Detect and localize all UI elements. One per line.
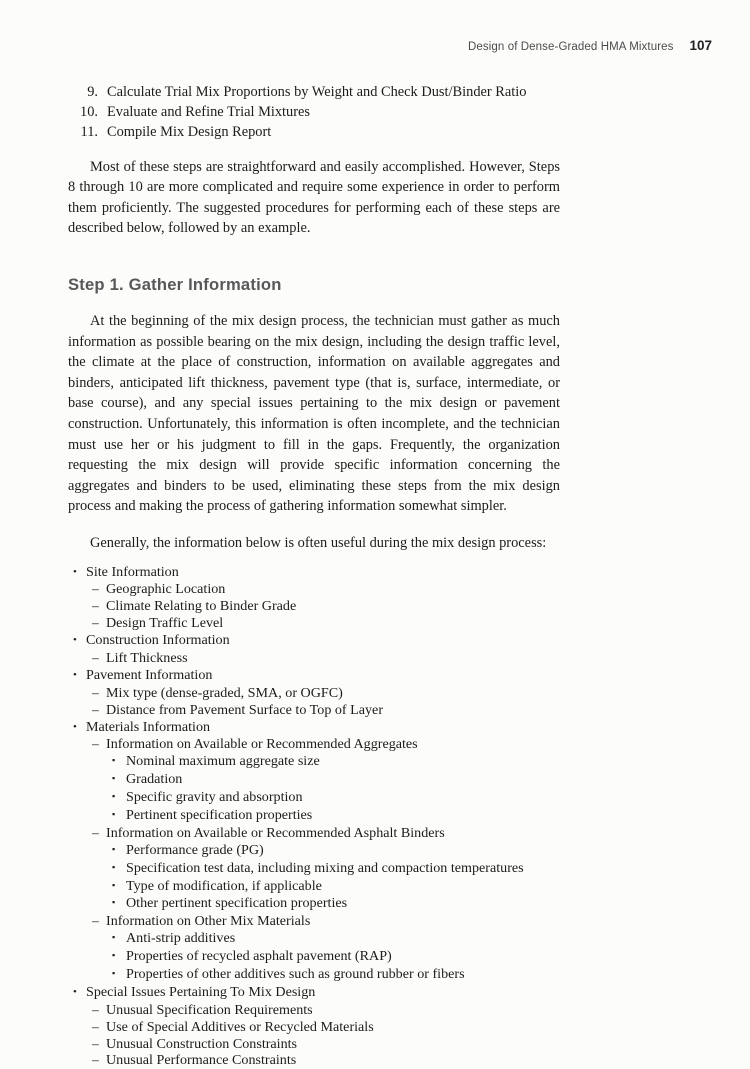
square-bullet-icon: ▪ [112, 808, 116, 819]
bullet-icon: • [73, 668, 77, 681]
square-bullet-icon: ▪ [112, 897, 116, 908]
outline-item-label: Performance grade (PG) [126, 841, 264, 858]
intro-paragraph: Most of these steps are straightforward and easily accomplished. However, Steps 8 through 10 are more complicated and require some experience in order to perform them proficiently. The suggested procedures for performing each of these steps are described below, followed by an example. [68, 158, 560, 237]
outline-item-level-3 [68, 807, 560, 824]
bullet-icon: • [73, 985, 77, 998]
dash-icon: – [92, 1052, 99, 1068]
outline-item-level-2 [68, 736, 560, 752]
square-bullet-icon: ▪ [112, 861, 116, 872]
outline-item-label: Anti-strip additives [126, 930, 236, 947]
outline-item-label: Unusual Construction Constraints [106, 1035, 298, 1052]
outline-item-label: Distance from Pavement Surface to Top of Layer [106, 701, 384, 718]
outline-item-level-2 [68, 1052, 560, 1068]
bullet-icon: • [73, 720, 77, 733]
bullet-icon: • [73, 565, 77, 578]
outline-item-level-2 [68, 825, 560, 841]
outline-item-level-1 [68, 564, 560, 581]
outline-item-label: Special Issues Pertaining To Mix Design [86, 983, 316, 1000]
outline-item-label: Properties of other additives such as ground rubber or fibers [126, 966, 465, 982]
numbered-list-marker: 9. [87, 84, 98, 100]
square-bullet-icon: ▪ [112, 950, 116, 961]
outline-item-level-3 [68, 895, 560, 912]
outline-item-level-3 [68, 878, 560, 895]
outline-item-level-3 [68, 789, 560, 806]
dash-icon: – [92, 684, 99, 700]
numbered-list-marker: 11. [80, 124, 98, 141]
outline-item-level-1 [68, 667, 560, 684]
dash-icon: – [92, 736, 99, 752]
outline-item-label: Information on Available or Recommended Aggregates [106, 736, 418, 753]
list-lead-in-paragraph: Generally, the information below is often useful during the mix design process: [90, 534, 547, 551]
dash-icon: – [92, 1001, 99, 1017]
numbered-list-item [68, 102, 560, 122]
square-bullet-icon: ▪ [112, 755, 116, 766]
outline-item-label: Nominal maximum aggregate size [126, 753, 320, 770]
outline-item-label: Type of modification, if applicable [126, 877, 322, 894]
bullet-icon: • [73, 634, 77, 647]
outline-item-level-2 [68, 650, 560, 666]
outline-item-level-3 [68, 860, 560, 877]
square-bullet-icon: ▪ [112, 879, 116, 890]
running-header [468, 38, 712, 53]
outline-item-level-2 [68, 1002, 560, 1018]
numbered-list-label: Evaluate and Refine Trial Mixtures [107, 104, 311, 121]
outline-item-label: Materials Information [86, 718, 211, 735]
square-bullet-icon: ▪ [112, 773, 116, 784]
outline-item-level-3 [68, 948, 560, 965]
numbered-list-item [68, 122, 560, 142]
dash-icon: – [92, 598, 99, 614]
page-number: 107 [689, 38, 712, 53]
outline-item-level-2 [68, 598, 560, 614]
outline-item-label: Unusual Performance Constraints [106, 1052, 297, 1069]
dash-icon: – [92, 824, 99, 840]
step-1-body-paragraph: At the beginning of the mix design process, the technician must gather as much information as possible bearing on the mix design, including the design traffic level, the climate at the place of construction, information on available aggregates and binders, anticipated lift thickness, pavement type (that is, surface, intermediate, or base course), and any special issues pertaining to the mix design or pavement construction. Unfortunately, this information is often incomplete, and the technician must use her or his judgment to fill in the gaps. Frequently, the organization requesting the mix design will provide specific information concerning the aggregates and binders to be used, eliminating these steps from the mix design process and making the process of gathering information somewhat simpler. [68, 312, 560, 515]
dash-icon: – [92, 581, 99, 597]
outline-item-label: Geographic Location [106, 581, 226, 598]
outline-item-level-3 [68, 842, 560, 859]
numbered-list-label: Calculate Trial Mix Proportions by Weight and Check Dust/Binder Ratio [107, 84, 527, 100]
outline-item-level-2 [68, 615, 560, 631]
outline-item-label: Specification test data, including mixing and compaction temperatures [126, 859, 524, 876]
outline-item-label: Other pertinent specification properties [126, 895, 348, 912]
outline-item-level-1 [68, 984, 560, 1001]
numbered-list-marker: 10. [80, 104, 98, 121]
outline-item-label: Use of Special Additives or Recycled Materials [106, 1018, 374, 1035]
section-heading-step-1: Step 1. Gather Information [68, 274, 282, 294]
outline-item-level-2 [68, 1019, 560, 1035]
outline-item-label: Pavement Information [86, 666, 213, 683]
information-outline-list [68, 564, 560, 1069]
square-bullet-icon: ▪ [112, 843, 116, 854]
outline-item-level-2 [68, 913, 560, 929]
outline-item-level-1 [68, 719, 560, 736]
text-column [68, 82, 560, 1069]
outline-item-label: Site Information [86, 563, 179, 580]
square-bullet-icon: ▪ [112, 932, 116, 943]
outline-item-level-2 [68, 685, 560, 701]
outline-item-label: Specific gravity and absorption [126, 789, 303, 806]
outline-item-label: Mix type (dense-graded, SMA, or OGFC) [106, 684, 343, 701]
outline-item-level-3 [68, 930, 560, 947]
square-bullet-icon: ▪ [112, 791, 116, 802]
outline-item-level-1 [68, 632, 560, 649]
numbered-list-item [68, 82, 560, 102]
running-header-title: Design of Dense-Graded HMA Mixtures [468, 41, 674, 53]
outline-item-label: Properties of recycled asphalt pavement (RAP) [126, 948, 392, 965]
outline-item-label: Gradation [126, 771, 183, 788]
dash-icon: – [92, 1035, 99, 1051]
outline-item-level-2 [68, 581, 560, 597]
outline-item-label: Construction Information [86, 632, 230, 649]
outline-item-level-3 [68, 771, 560, 788]
outline-item-label: Design Traffic Level [106, 615, 224, 632]
outline-item-level-3 [68, 966, 560, 983]
dash-icon: – [92, 701, 99, 717]
outline-item-label: Information on Available or Recommended Asphalt Binders [106, 824, 445, 841]
outline-item-level-2 [68, 1036, 560, 1052]
dash-icon: – [92, 615, 99, 631]
outline-item-label: Climate Relating to Binder Grade [106, 598, 297, 615]
dash-icon: – [92, 649, 99, 665]
outline-item-level-2 [68, 702, 560, 718]
square-bullet-icon: ▪ [112, 968, 116, 978]
numbered-steps-list [68, 82, 560, 143]
outline-item-label: Lift Thickness [106, 649, 188, 666]
outline-item-label: Information on Other Mix Materials [106, 913, 311, 930]
outline-item-label: Unusual Specification Requirements [106, 1001, 313, 1018]
outline-item-level-3 [68, 753, 560, 770]
dash-icon: – [92, 1018, 99, 1034]
dash-icon: – [92, 913, 99, 929]
outline-item-label: Pertinent specification properties [126, 806, 313, 823]
numbered-list-label: Compile Mix Design Report [107, 124, 272, 141]
